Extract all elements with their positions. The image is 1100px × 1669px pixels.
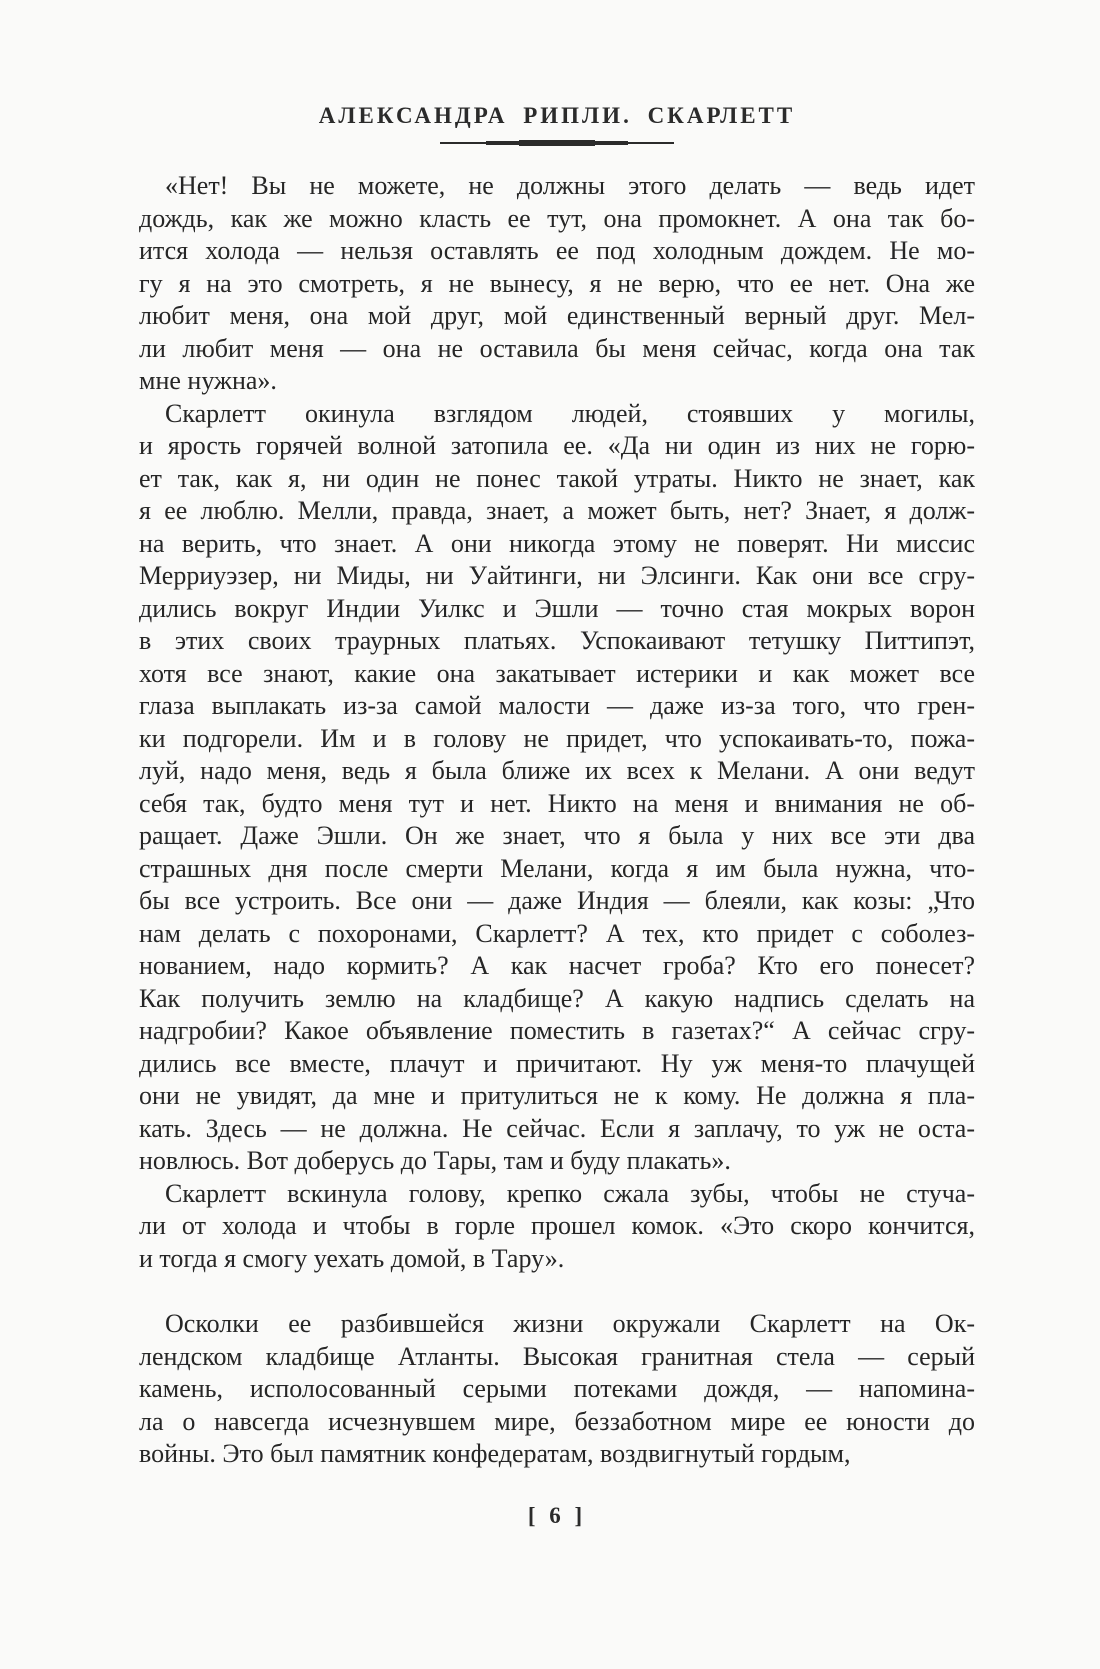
text-line: себя так, будто меня тут и нет. Никто на меня и внимания не об- [139, 788, 975, 818]
text-line: новлюсь. Вот доберусь до Тары, там и буду плакать». [139, 1146, 731, 1175]
text-line: Скарлетт окинула взглядом людей, стоявших у могилы, [165, 398, 975, 428]
page-body [139, 170, 975, 1471]
page-number: [ 6 ] [527, 1502, 587, 1528]
text-line: дились вокруг Индии Уилкс и Эшли — точно стая мокрых ворон [139, 593, 975, 623]
text-line: Как получить землю на кладбище? А какую надпись сделать на [139, 983, 975, 1013]
text-line: бы все устроить. Все они — даже Индия — блеяли, как козы: „Что [139, 886, 975, 915]
paragraph [139, 1308, 975, 1471]
text-line: ится холода — нельзя оставлять ее под холодным дождем. Не мо- [139, 236, 975, 265]
text-line: кать. Здесь — не должна. Не сейчас. Если я заплачу, то уж не оста- [139, 1113, 975, 1143]
text-line: Осколки ее разбившейся жизни окружали Скарлетт на Ок- [165, 1309, 975, 1338]
text-line: войны. Это был памятник конфедератам, воздвигнутый гордым, [139, 1439, 851, 1468]
text-line: надгробии? Какое объявление поместить в газетах?“ А сейчас сгру- [139, 1016, 975, 1045]
text-line: и ярость горячей волной затопила ее. «Да ни один из них не горю- [139, 431, 975, 460]
text-line: лендском кладбище Атланты. Высокая гранитная стела — серый [139, 1341, 975, 1371]
text-line: глаза выплакать из-за самой малости — даже из-за того, что грен- [139, 691, 975, 720]
paragraph [139, 1178, 975, 1276]
running-header [139, 102, 975, 147]
text-line: нованием, надо кормить? А как насчет гроба? Кто его понесет? [139, 951, 975, 980]
text-line: гу я на это смотреть, я не вынесу, я не верю, что ее нет. Она же [139, 268, 975, 298]
text-line: и тогда я смогу уехать домой, в Тару». [139, 1243, 565, 1273]
paragraph [139, 170, 975, 398]
header-divider-ornament [440, 139, 674, 147]
text-line: хотя все знают, какие она закатывает истерики и как может все [139, 658, 975, 688]
text-line: в этих своих траурных платьях. Успокаивают тетушку Питтипэт, [139, 626, 975, 655]
running-header-title: АЛЕКСАНДРА РИПЛИ. СКАРЛЕТТ [318, 103, 796, 128]
text-line: мне нужна». [139, 366, 277, 395]
text-line: нам делать с похоронами, Скарлетт? А тех, кто придет с соболез- [139, 918, 975, 948]
text-line: ли от холода и чтобы в горле прошел комок. «Это скоро кончится, [139, 1211, 975, 1240]
paragraph [139, 398, 975, 1178]
text-line: ли любит меня — она не оставила бы меня сейчас, когда она так [139, 333, 975, 363]
text-line: ет так, как я, ни один не понес такой утраты. Никто не знает, как [139, 463, 975, 493]
text-line: любит меня, она мой друг, мой единственный верный друг. Мел- [139, 301, 975, 330]
divider-rule-thick [519, 140, 595, 147]
text-line: луй, надо меня, ведь я была ближе их всех к Мелани. А они ведут [139, 756, 975, 785]
text-line: камень, исполосованный серыми потеками дождя, — напомина- [139, 1374, 975, 1403]
text-line: «Нет! Вы не можете, не должны этого делать — ведь идет [165, 171, 975, 200]
text-block [139, 0, 975, 1529]
text-line: они не увидят, да мне и притулиться не к кому. Не должна я пла- [139, 1081, 975, 1110]
text-line: ла о навсегда исчезнувшем мире, беззаботном мире ее юности до [139, 1406, 975, 1436]
text-line: я ее люблю. Мелли, правда, знает, а может быть, нет? Знает, я долж- [139, 496, 975, 525]
text-line: ращает. Даже Эшли. Он же знает, что я была у них все эти два [139, 821, 975, 850]
text-line: страшных дня после смерти Мелани, когда я им была нужна, что- [139, 853, 975, 883]
text-line: Скарлетт вскинула голову, крепко сжала зубы, чтобы не стуча- [165, 1178, 975, 1208]
text-line: на верить, что знает. А они никогда этому не поверят. Ни миссис [139, 528, 975, 558]
page-footer [139, 1503, 975, 1529]
text-line: дождь, как же можно класть ее тут, она промокнет. А она так бо- [139, 203, 975, 233]
text-line: ки подгорели. Им и в голову не придет, что успокаивать-то, пожа- [139, 723, 975, 753]
text-line: дились все вместе, плачут и причитают. Ну уж меня-то плачущей [139, 1048, 975, 1078]
text-line: Мерриуэзер, ни Миды, ни Уайтинги, ни Элсинги. Как они все сгру- [139, 561, 975, 590]
